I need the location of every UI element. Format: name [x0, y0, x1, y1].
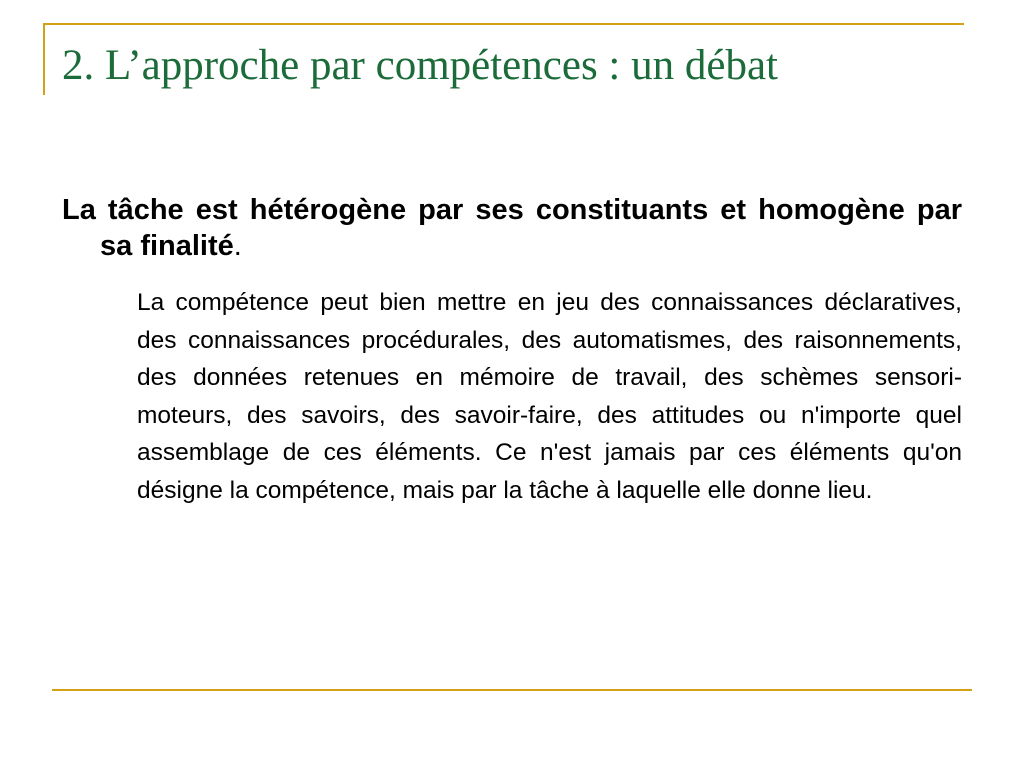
slide-title: 2. L’approche par compétences : un débat	[62, 42, 778, 89]
top-frame-rule	[44, 23, 964, 25]
main-point-bold: La tâche est hétérogène par ses constituants et homogène par sa finalité	[62, 194, 962, 262]
sub-point-paragraph: La compétence peut bien mettre en jeu des connaissances déclaratives, des connaissances procédurales, des automatismes, des raisonnements, des données retenues en mémoire de travail, des schèmes sensori-moteurs, des savoirs, des savoir-faire, des attitudes ou n'importe quel assemblage de ces éléments. Ce n'est jamais par ces éléments qu'on désigne la compétence, mais par la tâche à laquelle elle donne lieu.	[137, 289, 962, 504]
main-point-trailing: .	[233, 230, 242, 262]
main-point	[62, 192, 962, 264]
left-frame-rule	[43, 23, 45, 95]
bottom-frame-rule	[52, 689, 972, 691]
